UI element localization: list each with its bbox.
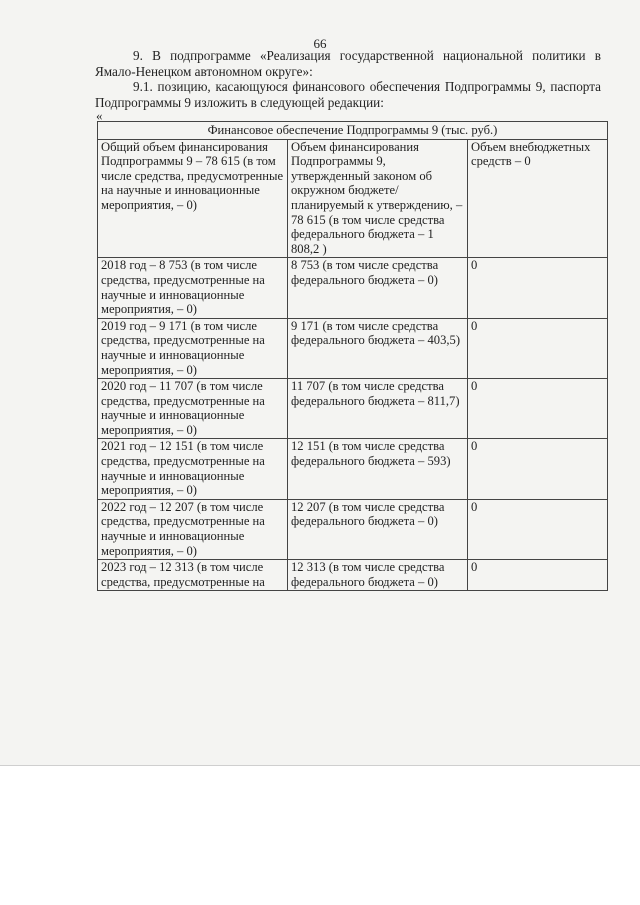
row-year-extrabudgetary: 0 <box>468 318 608 378</box>
table-row <box>98 318 608 378</box>
row-year-extrabudgetary: 0 <box>468 439 608 499</box>
row-year-approved: 12 207 (в том числе средства федерального бюджета – 0) <box>288 499 468 559</box>
row-year-total: 2019 год – 9 171 (в том числе средства, предусмотренные на научные и инновационные мероприятия, – 0) <box>98 318 288 378</box>
row-year-extrabudgetary: 0 <box>468 499 608 559</box>
row-year-approved: 12 151 (в том числе средства федерального бюджета – 593) <box>288 439 468 499</box>
row-year-total: 2021 год – 12 151 (в том числе средства, предусмотренные на научные и инновационные мероприятия, – 0) <box>98 439 288 499</box>
table-row <box>98 439 608 499</box>
row-year-extrabudgetary: 0 <box>468 379 608 439</box>
row-year-extrabudgetary: 0 <box>468 560 608 591</box>
header-extrabudgetary: Объем внебюджетных средств – 0 <box>468 139 608 258</box>
row-year-total: 2023 год – 12 313 (в том числе средства, предусмотренные на <box>98 560 288 591</box>
table-title-row <box>98 122 608 140</box>
row-year-total: 2018 год – 8 753 (в том числе средства, предусмотренные на научные и инновационные мероприятия, – 0) <box>98 258 288 318</box>
intro-paragraph-1: 9. В подпрограмме «Реализация государственной национальной политики в Ямало-Ненецком автономном округе»: <box>95 48 601 79</box>
table-row <box>98 499 608 559</box>
row-year-approved: 9 171 (в том числе средства федерального бюджета – 403,5) <box>288 318 468 378</box>
header-total-funding: Общий объем финансирования Подпрограммы 9 – 78 615 (в том числе средства, предусмотренные на научные и инновационные мероприятия, – 0) <box>98 139 288 258</box>
intro-text <box>95 48 601 110</box>
row-year-total: 2022 год – 12 207 (в том числе средства, предусмотренные на научные и инновационные мероприятия, – 0) <box>98 499 288 559</box>
row-year-approved: 12 313 (в том числе средства федерального бюджета – 0) <box>288 560 468 591</box>
table-row <box>98 258 608 318</box>
table-row <box>98 379 608 439</box>
table-title: Финансовое обеспечение Подпрограммы 9 (тыс. руб.) <box>98 122 608 140</box>
row-year-approved: 8 753 (в том числе средства федерального бюджета – 0) <box>288 258 468 318</box>
row-year-total: 2020 год – 11 707 (в том числе средства, предусмотренные на научные и инновационные мероприятия, – 0) <box>98 379 288 439</box>
opening-quote: « <box>96 108 103 123</box>
table-header-row <box>98 139 608 258</box>
page-number: 66 <box>313 36 327 51</box>
header-approved-funding: Объем финансирования Подпрограммы 9, утвержденный законом об окружном бюджете/планируемый к утверждению, – 78 615 (в том числе средства федерального бюджета – 1 808,2 ) <box>288 139 468 258</box>
intro-paragraph-2: 9.1. позицию, касающуюся финансового обеспечения Подпрограммы 9, паспорта Подпрограммы 9 изложить в следующей редакции: <box>95 79 601 110</box>
table-row <box>98 560 608 591</box>
row-year-extrabudgetary: 0 <box>468 258 608 318</box>
financing-table <box>97 121 608 591</box>
row-year-approved: 11 707 (в том числе средства федерального бюджета – 811,7) <box>288 379 468 439</box>
